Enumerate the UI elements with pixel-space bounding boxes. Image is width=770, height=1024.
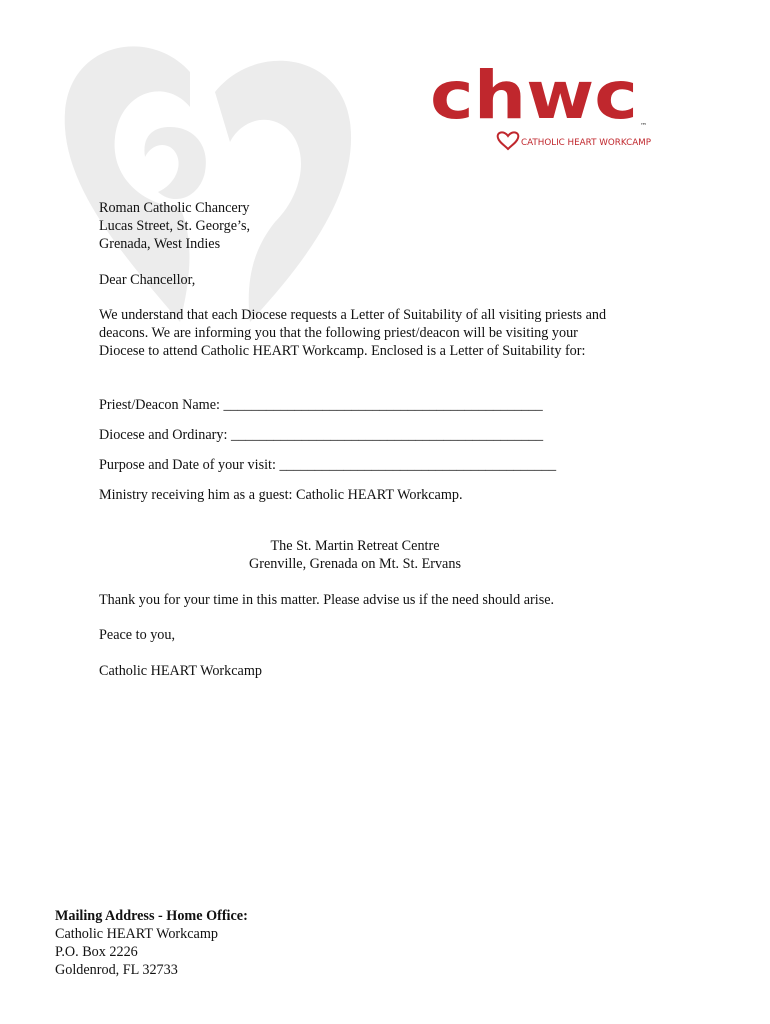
venue-line-2: Grenville, Grenada on Mt. St. Ervans xyxy=(249,556,461,572)
venue-line-1: The St. Martin Retreat Centre xyxy=(270,538,440,554)
field-ministry: Ministry receiving him as a guest: Catholic HEART Workcamp. xyxy=(99,487,463,503)
body-line-3: Diocese to attend Catholic HEART Workcamp. Enclosed is a Letter of Suitability for: xyxy=(99,343,586,359)
salutation: Dear Chancellor, xyxy=(99,272,196,288)
mailing-line-2: P.O. Box 2226 xyxy=(55,944,138,960)
chwc-logo xyxy=(430,66,655,152)
field-diocese-ordinary: Diocese and Ordinary: ____________________________________________ xyxy=(99,427,544,443)
recipient-line-2: Lucas Street, St. George’s, xyxy=(99,218,251,234)
logo-wordmark: chwc xyxy=(430,66,638,134)
closing-signature: Catholic HEART Workcamp xyxy=(99,663,262,679)
recipient-line-1: Roman Catholic Chancery xyxy=(99,200,250,216)
field-purpose-date: Purpose and Date of your visit: _______________________________________ xyxy=(99,457,557,473)
recipient-line-3: Grenada, West Indies xyxy=(99,236,221,252)
field-priest-deacon-name: Priest/Deacon Name: _____________________________________________ xyxy=(99,397,543,413)
logo-trademark: ™ xyxy=(640,122,647,130)
mailing-line-3: Goldenrod, FL 32733 xyxy=(55,962,178,978)
heart-swirl-watermark xyxy=(40,32,370,332)
mailing-line-1: Catholic HEART Workcamp xyxy=(55,926,218,942)
closing-thanks: Thank you for your time in this matter. Please advise us if the need should arise. xyxy=(99,592,555,608)
body-line-1: We understand that each Diocese requests a Letter of Suitability of all visiting priests and xyxy=(99,307,607,323)
logo-tagline: CATHOLIC HEART WORKCAMP xyxy=(521,138,651,148)
closing-peace: Peace to you, xyxy=(99,627,176,643)
logo-heart-icon xyxy=(498,132,519,149)
mailing-heading: Mailing Address - Home Office: xyxy=(55,908,248,924)
body-line-2: deacons. We are informing you that the following priest/deacon will be visiting your xyxy=(99,325,578,341)
